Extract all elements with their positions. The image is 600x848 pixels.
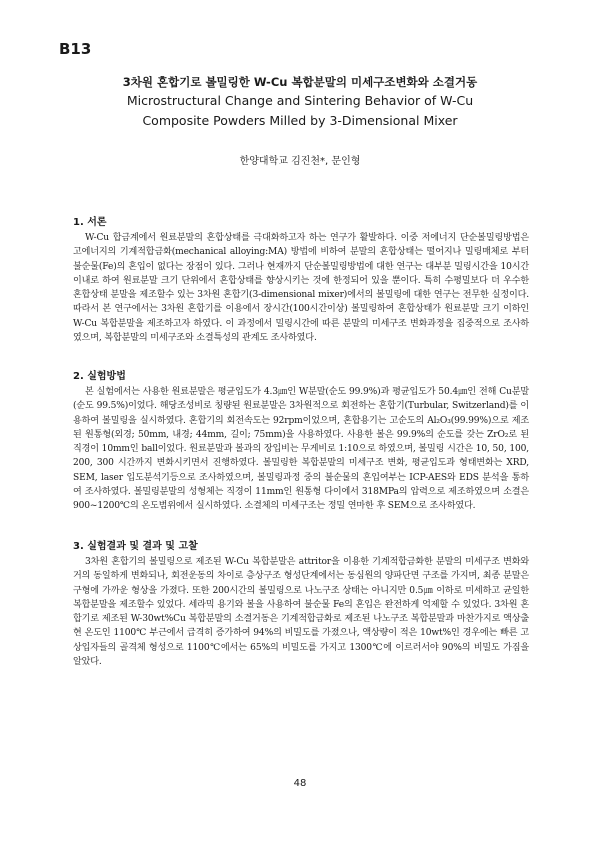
section-body: 본 실험에서는 사용한 원료분말은 평균입도가 4.3㎛인 W분말(순도 99.9%)과 평균입도가 50.4㎛인 전해 Cu분말(순도 99.5%)이었다. 해당조성비로 칭량된 원료분말은 3차원적으로 회전하는 혼합기(Turbular, Switzerland)를 이용하여 볼밀링을 실시하였다. 혼합기의 회전속도는 92rpm이었으며, 혼합용기는 고순도의 Al₂O₃(99.99%)으로 제조된 원통형(외경; 50mm, 내경; 44mm, 길이; 75mm)을 사용하였다. 사용한 볼은 99.9%의 순도를 갖는 ZrO₂로 된 직경이 10mm인 ball이었다. 원료분말과 볼과의 장입비는 무게비로 1:10으로 하였으며, 볼밀링 시간은 10, 50, 100, 200, 300 시간까지 변화시키면서 진행하였다. 볼밀링한 복합분말의 미세구조 변화, 평균입도과 형태변화는 XRD, SEM, laser 입도분석기등으로 조사하였으며, 볼밀링과정 중의 불순물의 혼입여부는 ICP-AES와 EDS 분석을 통하여 조사하였다. 볼밀링분말의 성형체는 직경이 11mm인 원통형 다이에서 318MPa의 압력으로 제조하였으며 소결은 900~1200℃의 온도범위에서 실시하였다. 소결체의 미세구조는 정밀 연마한 후 SEM으로 조사하였다. [73, 387, 529, 512]
section-heading: 1. 서론 [73, 217, 107, 228]
paper-code: B13 [59, 40, 92, 58]
section-body: W-Cu 합금계에서 원료분말의 혼합상태를 극대화하고자 하는 연구가 활발하다. 이중 저에너지 단순볼밀링방법은 고에너지의 기계적합금화(mechanical alloying:MA) 방법에 비하여 분말의 혼합상태는 떨어지나 밀링매체로 부터 불순물(Fe)의 혼입이 없다는 장점이 있다. 그러나 현재까지 단순볼밀링방법에 대한 연구는 대부분 밀링시간을 10시간 이내로 하여 원료분말 크기 단위에서 혼합상태를 향상시키는 것에 한정되어 있을 뿐이다. 특히 수평밀보다 더 우수한 혼합상태 분말을 제조할수 있는 3차원 혼합기(3-dimensional mixer)에서의 볼밀링에 대한 연구는 전무한 실정이다. 따라서 본 연구에서는 3차원 혼합기를 이용에서 장시간(100시간이상) 볼밀링하여 혼합상태가 원료분말 크기 이하인 W-Cu 복합분말을 제조하고자 하였다. 이 과정에서 밀링시간에 따른 분말의 미세구조 변화과정을 집중적으로 조사하였으며, 복합분말의 미세구조와 소결특성의 관계도 조사하였다. [73, 233, 529, 344]
authors: 한양대학교 김진천*, 문인형 [239, 156, 361, 167]
page-number: 48 [293, 778, 307, 789]
section-body: 3차원 혼합기의 볼밀링으로 제조된 W-Cu 복합분말은 attritor을 이용한 기계적합금화한 분말의 미세구조 변화와 거의 동일하게 변화되나, 회전운동의 차이로 층상구조 형성단계에서는 동심원의 양파단면 구조를 가지며, 최종 분말은 구형에 가까운 형상을 가졌다. 또한 200시간의 볼밀링으로 나노구조 상태는 아니지만 0.5㎛ 이하로 미세하고 균일한 복합분말을 제조할수 있었다. 세라믹 용기와 볼을 사용하여 불순물 Fe의 혼입은 완전하게 억제할 수 있었다. 3차원 혼합기로 제조된 W-30wt%Cu 복합분말의 소결거동은 기계적합금화로 제조된 나노구조 복합분말과 마찬가지로 액상출현 온도인 1100℃ 부근에서 급격히 증가하여 94%의 비밀도를 가졌으나, 액상량이 적은 10wt%인 경우에는 빠른 고상입자들의 골격체 형성으로 1100℃에서는 65%의 비밀도를 가지고 1300℃에 이르러서야 90%의 비밀도 가짐을 알았다. [73, 557, 529, 668]
section-introduction [73, 213, 529, 345]
title-english-line-1: Microstructural Change and Sintering Behavior of W-Cu [126, 93, 474, 108]
section-results [73, 537, 529, 669]
title-english-line-2: Composite Powders Milled by 3-Dimensional Mixer [142, 113, 458, 128]
title-korean: 3차원 혼합기로 볼밀링한 W-Cu 복합분말의 미세구조변화와 소결거동 [122, 75, 478, 89]
section-heading: 2. 실험방법 [73, 371, 126, 382]
section-methods [73, 367, 529, 514]
section-heading: 3. 실험결과 및 결과 및 고찰 [73, 541, 198, 552]
